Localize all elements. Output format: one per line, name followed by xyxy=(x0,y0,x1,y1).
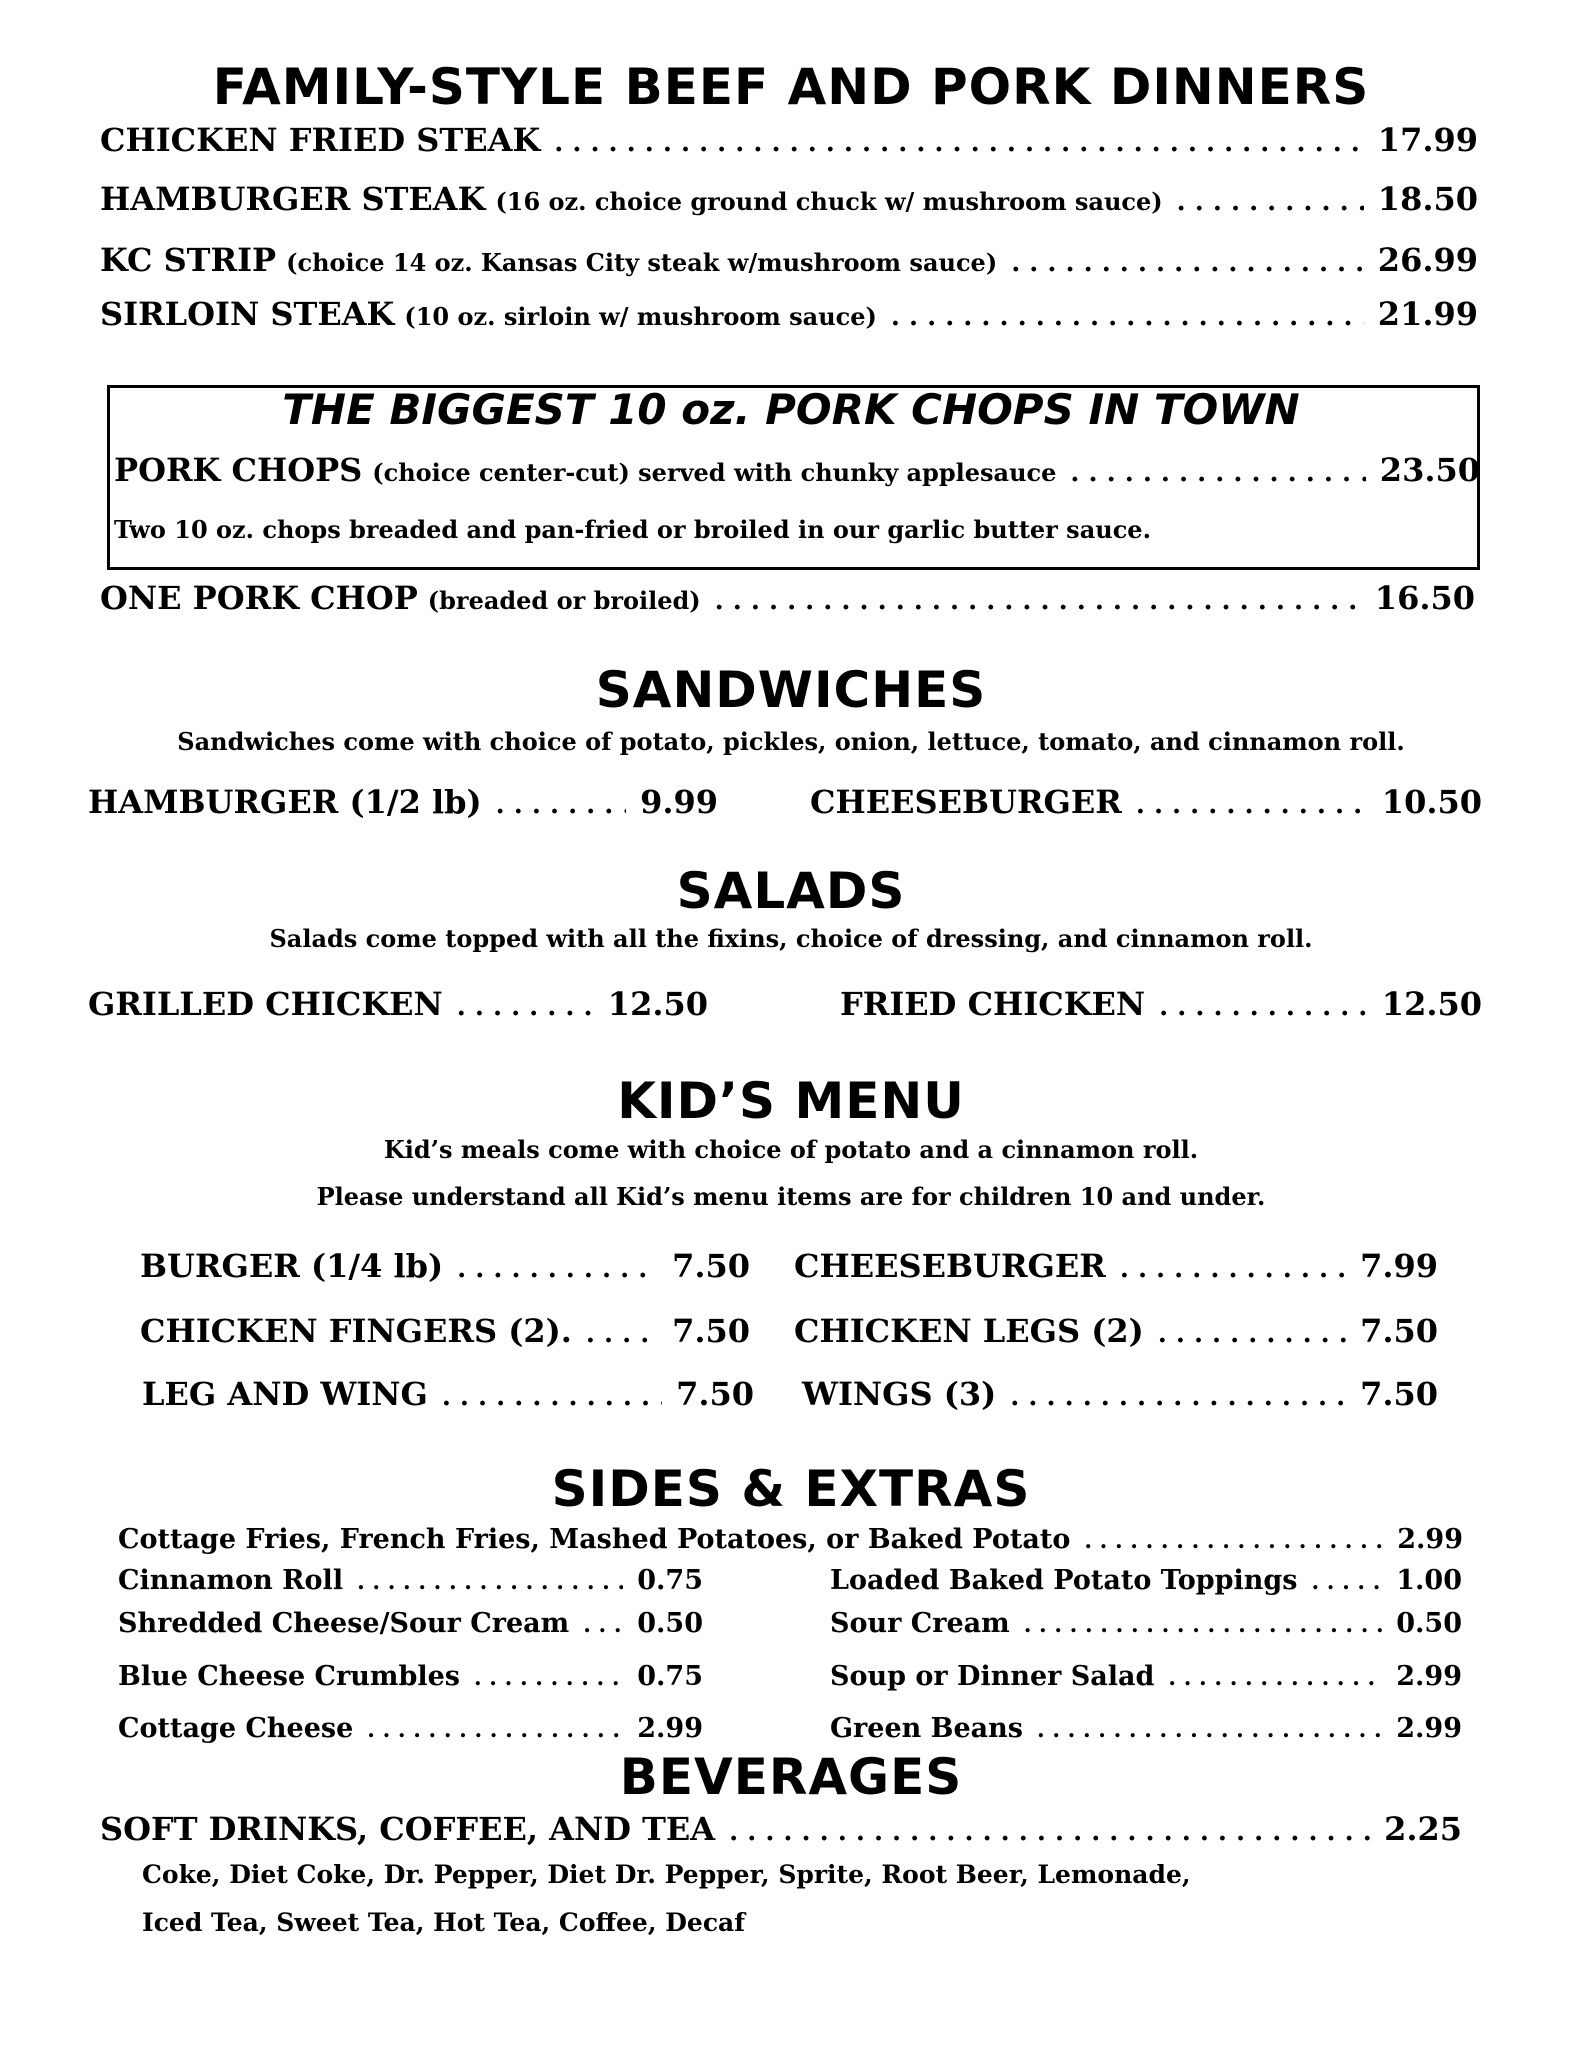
item-price: 7.50 xyxy=(1360,1312,1438,1350)
item-price: 0.75 xyxy=(637,1565,703,1596)
item-description: (16 oz. choice ground chuck w/ mushroom sauce) xyxy=(495,187,1163,216)
kids-item-cheeseburger xyxy=(794,1247,1438,1285)
item-price: 16.50 xyxy=(1374,579,1475,617)
item-price: 12.50 xyxy=(607,985,708,1023)
beverages-list-line-1: Coke, Diet Coke, Dr. Pepper, Diet Dr. Pepper, Sprite, Root Beer, Lemonade, xyxy=(142,1860,1191,1889)
item-price: 21.99 xyxy=(1377,295,1478,333)
sides-item-cottage-cheese xyxy=(118,1715,703,1742)
item-name: BURGER (1/4 lb) xyxy=(140,1247,444,1285)
dot-leader xyxy=(554,130,1364,156)
sides-item-soup-or-salad xyxy=(830,1663,1462,1690)
item-name: SOFT DRINKS, COFFEE, AND TEA xyxy=(100,1810,716,1848)
item-name: CHEESEBURGER xyxy=(794,1247,1106,1285)
sides-item-cinnamon-roll xyxy=(118,1567,703,1594)
item-description: (choice 14 oz. Kansas City steak w/mushroom sauce) xyxy=(286,248,998,277)
item-name: Cottage Fries, French Fries, Mashed Potatoes, or Baked Potato xyxy=(118,1524,1071,1555)
sides-item-blue-cheese xyxy=(118,1663,703,1690)
item-description: (10 oz. sirloin w/ mushroom sauce) xyxy=(404,302,877,331)
dot-leader xyxy=(1070,460,1365,486)
kids-item-chicken-legs xyxy=(794,1312,1438,1350)
item-name: Shredded Cheese/Sour Cream xyxy=(118,1608,570,1639)
menu-item-hamburger-steak xyxy=(100,180,1478,218)
dot-leader xyxy=(1024,1614,1383,1636)
kids-item-burger xyxy=(140,1247,750,1285)
dot-leader xyxy=(496,792,626,818)
menu-item-one-pork-chop xyxy=(100,579,1475,617)
kids-menu-heading: KID’S MENU xyxy=(617,1072,965,1130)
dot-leader xyxy=(367,1719,623,1741)
item-price: 7.50 xyxy=(676,1375,754,1413)
item-price: 0.50 xyxy=(637,1608,703,1639)
dot-leader xyxy=(1120,1256,1346,1282)
item-price: 7.50 xyxy=(672,1247,750,1285)
beverages-heading: BEVERAGES xyxy=(619,1748,963,1806)
item-name: CHICKEN FRIED STEAK xyxy=(100,121,541,159)
dot-leader xyxy=(586,1321,658,1347)
item-price: 2.99 xyxy=(637,1713,703,1744)
menu-item-fried-chicken xyxy=(840,985,1482,1023)
item-name: ONE PORK CHOP xyxy=(100,579,418,617)
item-price: 17.99 xyxy=(1377,121,1478,159)
item-name: PORK CHOPS xyxy=(114,451,363,489)
item-price: 9.99 xyxy=(640,783,718,821)
item-description: (breaded or broiled) xyxy=(427,586,701,615)
sides-item-sour-cream xyxy=(830,1610,1462,1637)
dot-leader xyxy=(1168,1667,1382,1689)
item-price: 2.99 xyxy=(1397,1524,1463,1555)
menu-item-cheeseburger xyxy=(810,783,1482,821)
beef-pork-heading: FAMILY-STYLE BEEF AND PORK DINNERS xyxy=(212,58,1370,116)
item-name: CHEESEBURGER xyxy=(810,783,1122,821)
item-price: 2.99 xyxy=(1396,1661,1462,1692)
item-price: 1.00 xyxy=(1396,1565,1462,1596)
dot-leader xyxy=(891,304,1364,330)
item-name: KC STRIP xyxy=(100,241,277,279)
item-name: Sour Cream xyxy=(830,1608,1010,1639)
kids-note-2: Please understand all Kid’s menu items are for children 10 and under. xyxy=(316,1182,1266,1211)
item-price: 10.50 xyxy=(1381,783,1482,821)
item-price: 12.50 xyxy=(1381,985,1482,1023)
menu-item-chicken-fried-steak xyxy=(100,121,1478,159)
dot-leader xyxy=(1158,1321,1346,1347)
sides-item-potatoes xyxy=(118,1526,1463,1553)
dot-leader xyxy=(1037,1719,1382,1741)
item-name: CHICKEN LEGS (2) xyxy=(794,1312,1144,1350)
item-name: Green Beans xyxy=(830,1713,1023,1744)
dot-leader xyxy=(357,1571,623,1593)
item-name: HAMBURGER STEAK xyxy=(100,180,486,218)
kids-item-chicken-fingers xyxy=(140,1312,750,1350)
item-name: Soup or Dinner Salad xyxy=(830,1661,1155,1692)
dot-leader xyxy=(1136,792,1368,818)
menu-item-kc-strip xyxy=(100,241,1478,279)
item-price: 7.50 xyxy=(1360,1375,1438,1413)
dot-leader xyxy=(1011,250,1364,276)
dot-leader xyxy=(1311,1571,1382,1593)
sides-extras-heading: SIDES & EXTRAS xyxy=(551,1460,1031,1518)
item-name: SIRLOIN STEAK xyxy=(100,295,395,333)
sides-item-loaded-toppings xyxy=(830,1567,1462,1594)
pork-chops-note: Two 10 oz. chops breaded and pan-fried or broiled in our garlic butter sauce. xyxy=(114,515,1151,544)
item-price: 0.75 xyxy=(637,1661,703,1692)
dot-leader xyxy=(474,1667,623,1689)
dot-leader xyxy=(1177,189,1364,215)
beverages-item-soft-drinks xyxy=(100,1810,1462,1848)
menu-item-sirloin-steak xyxy=(100,295,1478,333)
dot-leader xyxy=(457,1256,658,1282)
sandwiches-heading: SANDWICHES xyxy=(595,661,987,719)
item-price: 23.50 xyxy=(1379,451,1480,489)
menu-item-pork-chops xyxy=(114,451,1480,489)
item-price: 7.99 xyxy=(1360,1247,1438,1285)
item-price: 2.99 xyxy=(1396,1713,1462,1744)
sides-item-shredded-cheese xyxy=(118,1610,703,1637)
dot-leader xyxy=(457,994,594,1020)
dot-leader xyxy=(1010,1384,1346,1410)
item-name: LEG AND WING xyxy=(142,1375,428,1413)
item-name: Cottage Cheese xyxy=(118,1713,354,1744)
beverages-list-line-2: Iced Tea, Sweet Tea, Hot Tea, Coffee, Decaf xyxy=(142,1908,746,1937)
sandwiches-note: Sandwiches come with choice of potato, pickles, onion, lettuce, tomato, and cinnamon roll. xyxy=(177,727,1405,756)
kids-note-1: Kid’s meals come with choice of potato and a cinnamon roll. xyxy=(383,1135,1199,1164)
kids-item-wings xyxy=(802,1375,1438,1413)
item-price: 2.25 xyxy=(1384,1810,1462,1848)
item-description: (choice center-cut) served with chunky applesauce xyxy=(372,458,1057,487)
item-name: Cinnamon Roll xyxy=(118,1565,344,1596)
item-name: Loaded Baked Potato Toppings xyxy=(830,1565,1298,1596)
dot-leader xyxy=(715,588,1361,614)
kids-item-leg-and-wing xyxy=(142,1375,754,1413)
item-name: WINGS (3) xyxy=(802,1375,997,1413)
item-price: 7.50 xyxy=(672,1312,750,1350)
item-price: 26.99 xyxy=(1377,241,1478,279)
dot-leader xyxy=(583,1614,623,1636)
salads-note: Salads come topped with all the fixins, choice of dressing, and cinnamon roll. xyxy=(269,924,1313,953)
item-price: 0.50 xyxy=(1396,1608,1462,1639)
item-name: Blue Cheese Crumbles xyxy=(118,1661,460,1692)
item-name: GRILLED CHICKEN xyxy=(88,985,443,1023)
dot-leader xyxy=(729,1819,1370,1845)
dot-leader xyxy=(442,1384,662,1410)
salads-heading: SALADS xyxy=(676,862,906,920)
menu-item-grilled-chicken xyxy=(88,985,708,1023)
pork-chops-box-title: THE BIGGEST 10 oz. PORK CHOPS IN TOWN xyxy=(282,385,1300,434)
menu-item-hamburger xyxy=(88,783,718,821)
item-price: 18.50 xyxy=(1377,180,1478,218)
dot-leader xyxy=(1084,1530,1383,1552)
item-name: FRIED CHICKEN xyxy=(840,985,1146,1023)
item-name: CHICKEN FINGERS (2). xyxy=(140,1312,572,1350)
dot-leader xyxy=(1159,994,1368,1020)
item-name: HAMBURGER (1/2 lb) xyxy=(88,783,482,821)
sides-item-green-beans xyxy=(830,1715,1462,1742)
